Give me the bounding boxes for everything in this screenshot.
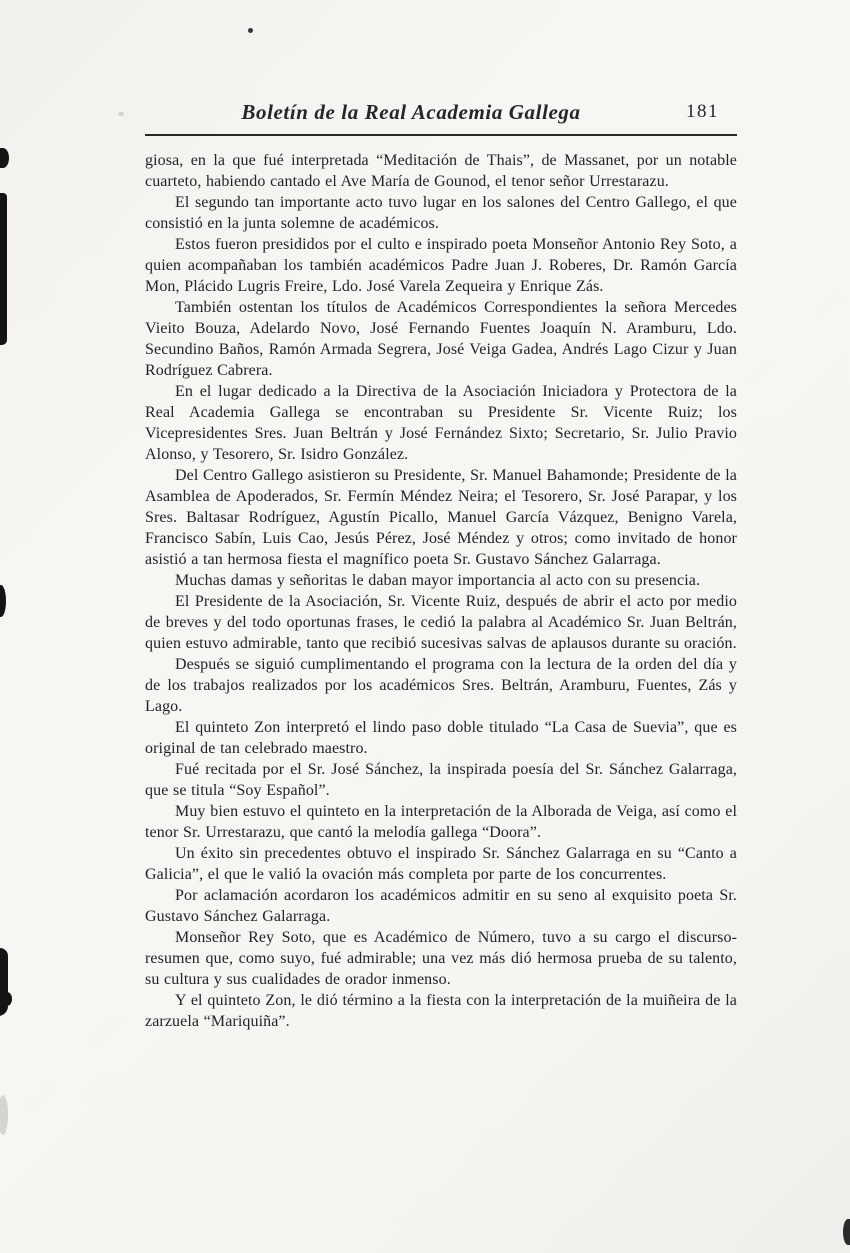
scan-smudge [118,112,124,116]
paragraph: En el lugar dedicado a la Directiva de la Asociación Iniciadora y Protectora de la Real Academia Gallega se encontraban su Presidente Sr. Vicente Ruiz; los Vicepresidentes Sres. Juan Beltrán y José Fernández Sixto; Secretario, Sr. Julio Pravio Alonso, y Tesorero, Sr. Isidro González. [145,383,737,463]
paragraph: Muy bien estuvo el quinteto en la interpretación de la Alborada de Veiga, así como el tenor Sr. Urrestarazu, que cantó la melodía gallega “Doora”. [145,803,737,841]
paragraph: giosa, en la que fué interpretada “Meditación de Thais”, de Massanet, por un notable cuarteto, habiendo cantado el Ave María de Gounod, el tenor señor Urrestarazu. [145,152,737,190]
article-body [145,150,737,1032]
scan-smudge [0,1095,8,1135]
ink-blot [248,28,253,33]
paragraph: También ostentan los títulos de Académicos Correspondientes la señora Mercedes Vieito Bouza, Adelardo Novo, José Fernando Fuentes Joaquín N. Aramburu, Ldo. Secundino Baños, Ramón Armada Segrera, José Veiga Gadea, Andrés Lago Cizur y Juan Rodríguez Cabrera. [145,299,737,379]
paragraph: Fué recitada por el Sr. José Sánchez, la inspirada poesía del Sr. Sánchez Galarraga, que se titula “Soy Español”. [145,761,737,799]
page-content [145,100,737,1032]
paragraph: Monseñor Rey Soto, que es Académico de Número, tuvo a su cargo el discurso-resumen que, como suyo, fué admirable; una vez más dió hermosa prueba de su talento, su cultura y sus cualidades de orador inmenso. [145,929,737,988]
ink-blot [0,148,9,168]
paragraph: El segundo tan importante acto tuvo lugar en los salones del Centro Gallego, el que consistió en la junta solemne de académicos. [145,194,737,232]
page-number: 181 [686,101,719,122]
paragraph: El quinteto Zon interpretó el lindo paso doble titulado “La Casa de Suevia”, que es original de tan celebrado maestro. [145,719,737,757]
paragraph: Por aclamación acordaron los académicos admitir en su seno al exquisito poeta Sr. Gustavo Sánchez Galarraga. [145,887,737,925]
ink-blot [0,585,6,617]
journal-title: Boletín de la Real Academia Gallega [241,100,581,124]
paragraph: El Presidente de la Asociación, Sr. Vicente Ruiz, después de abrir el acto por medio de breves y del todo oportunas frases, le cedió la palabra al Académico Sr. Juan Beltrán, quien estuvo admirable, tanto que recibió sucesivas salvas de aplausos durante su oración. [145,593,737,652]
ink-blot [843,1219,850,1245]
paragraph: Estos fueron presididos por el culto e inspirado poeta Monseñor Antonio Rey Soto, a quien acompañaban los también académicos Padre Juan J. Roberes, Dr. Ramón García Mon, Plácido Lugris Freire, Ldo. José Varela Zequeira y Enrique Zás. [145,236,737,295]
page-header [145,100,737,136]
paragraph: Del Centro Gallego asistieron su Presidente, Sr. Manuel Bahamonde; Presidente de la Asamblea de Apoderados, Sr. Fermín Méndez Neira; el Tesorero, Sr. José Parapar, y los Sres. Baltasar Rodríguez, Agustín Picallo, Manuel García Vázquez, Benigno Varela, Francisco Sabín, Luis Cao, Jesús Pérez, José Méndez y otros; como invitado de honor asistió a tan hermosa fiesta el magnífico poeta Sr. Gustavo Sánchez Galarraga. [145,467,737,568]
paragraph: Un éxito sin precedentes obtuvo el inspirado Sr. Sánchez Galarraga en su “Canto a Galicia”, el que le valió la ovación más completa por parte de los concurrentes. [145,845,737,883]
paragraph: Después se siguió cumplimentando el programa con la lectura de la orden del día y de los trabajos realizados por los académicos Sres. Beltrán, Aramburu, Fuentes, Zás y Lago. [145,656,737,715]
ink-blot [2,992,12,1006]
paragraph: Muchas damas y señoritas le daban mayor importancia al acto con su presencia. [175,572,701,589]
paragraph: Y el quinteto Zon, le dió término a la fiesta con la interpretación de la muiñeira de la zarzuela “Mariquiña”. [145,992,737,1030]
ink-blot [0,193,7,345]
